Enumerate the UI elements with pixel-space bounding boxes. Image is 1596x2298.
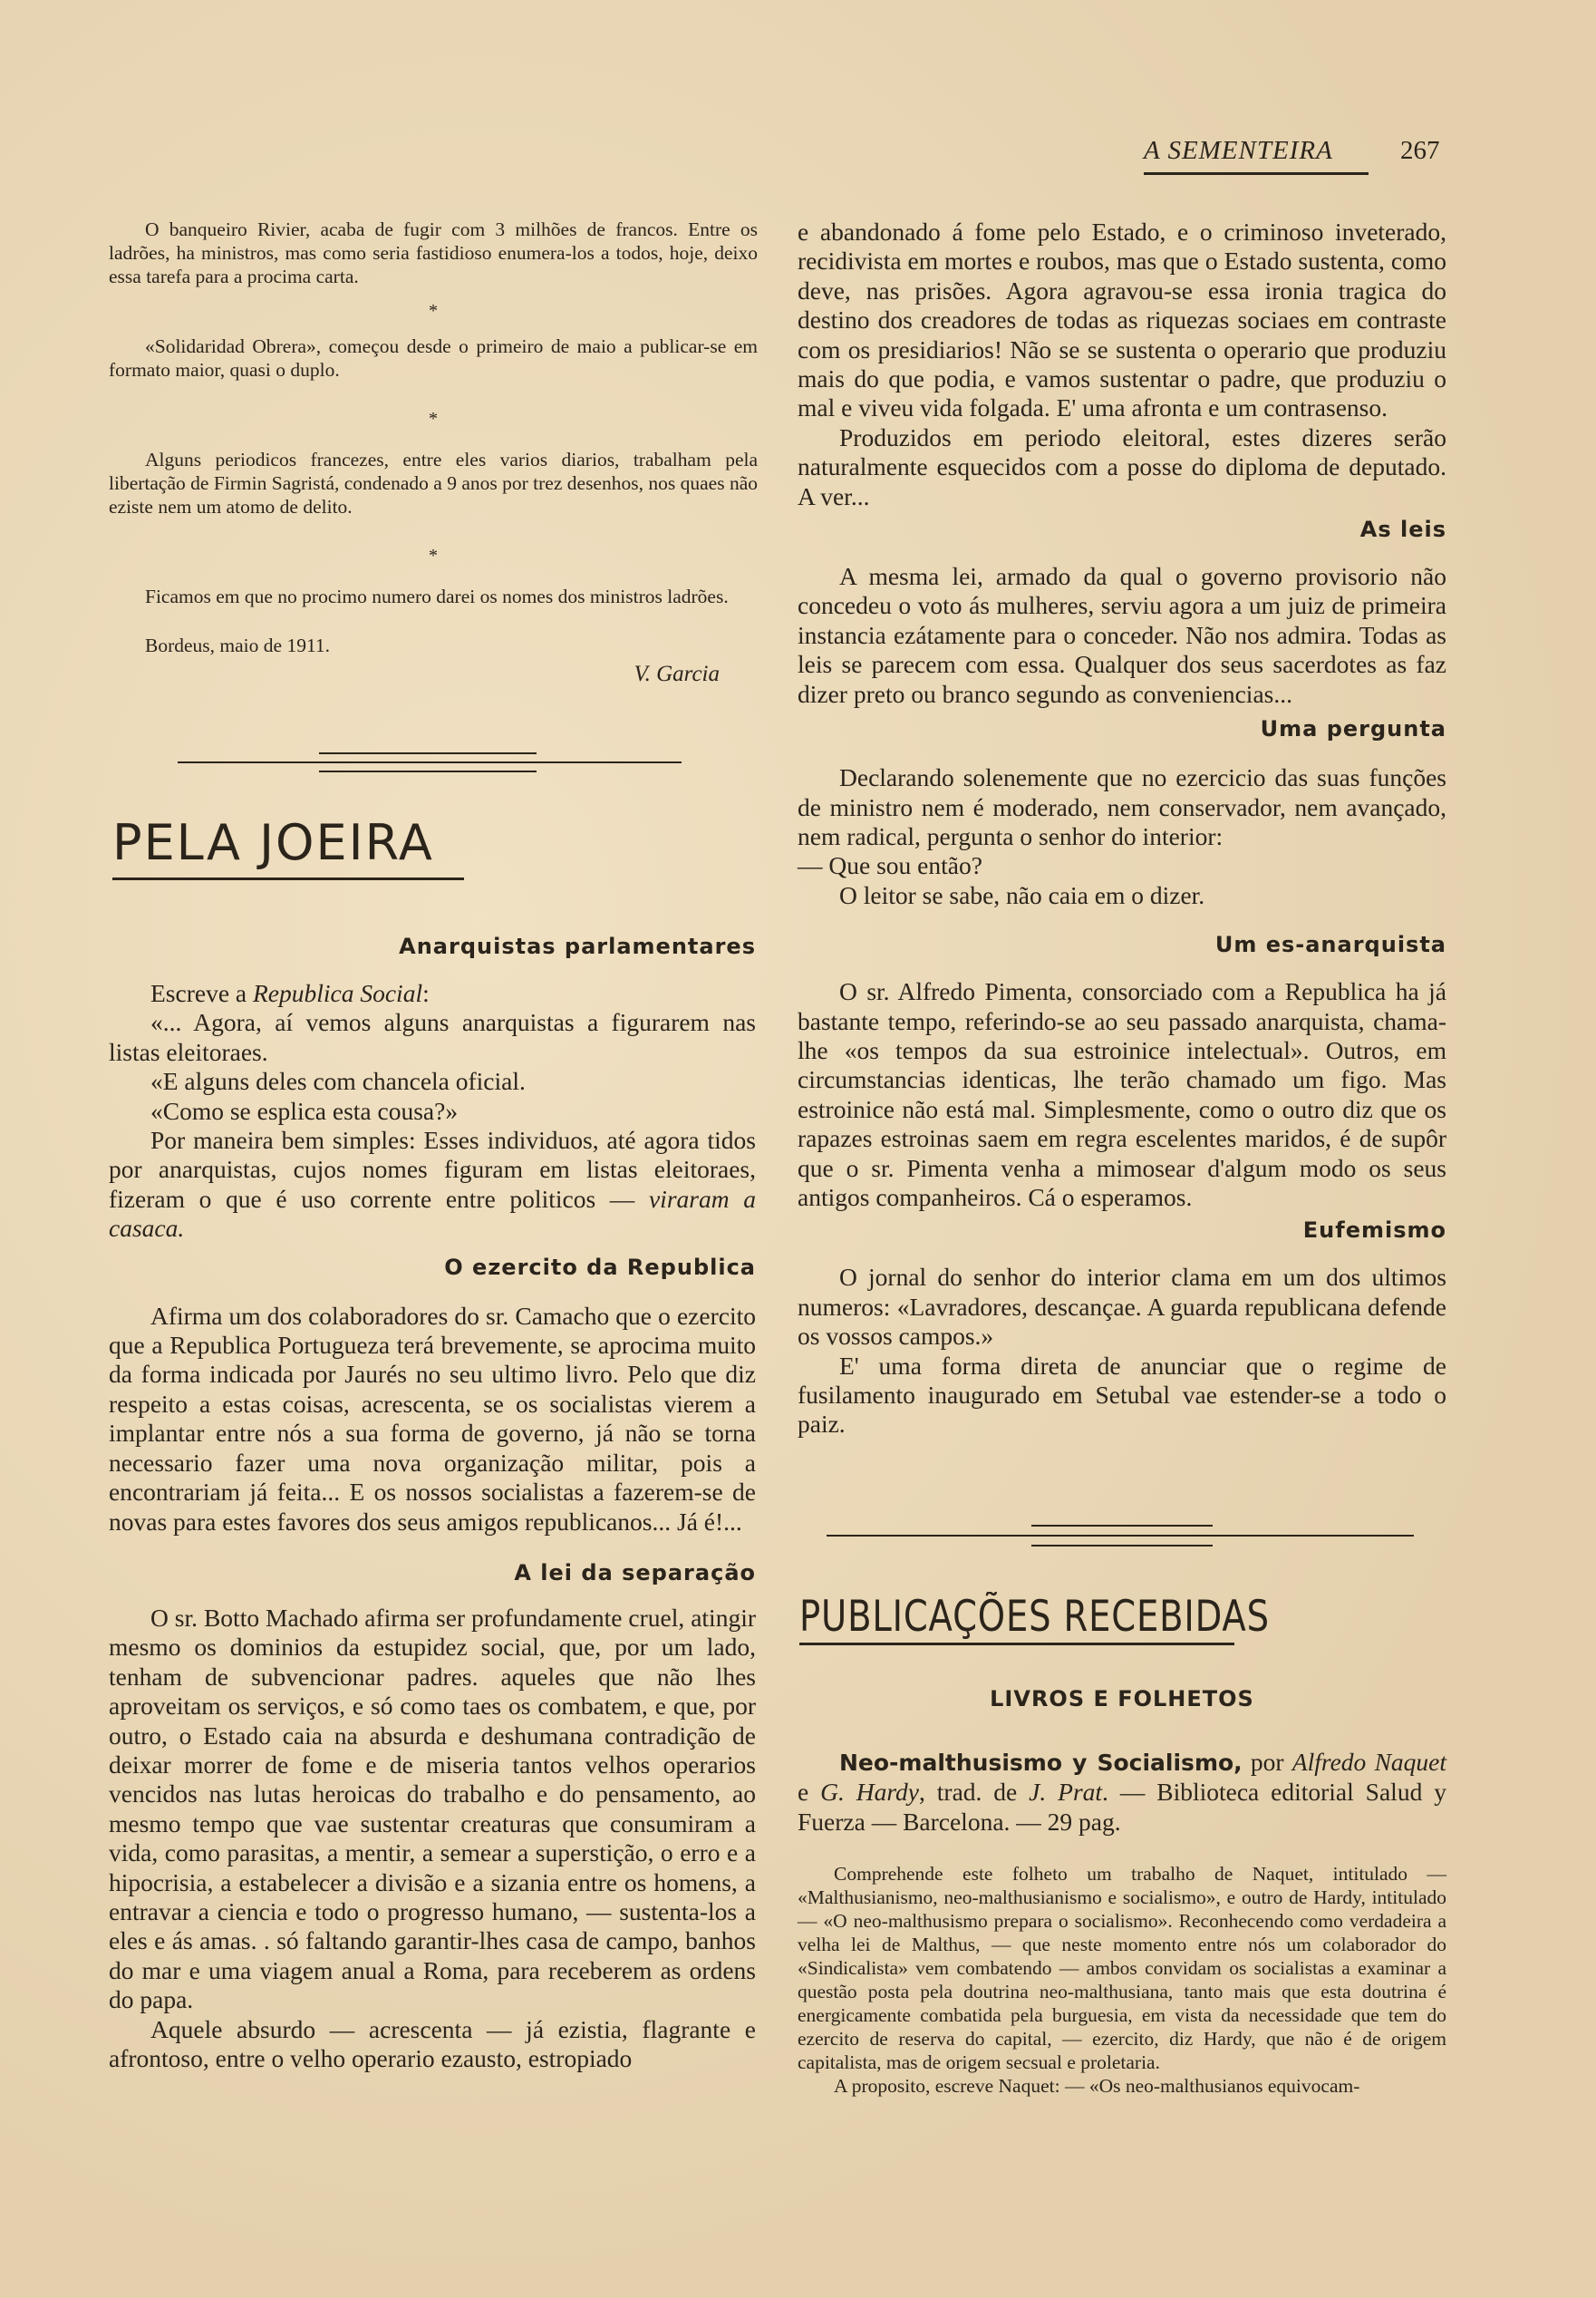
paragraph: «... Agora, aí vemos alguns anarquistas a figurarem nas listas eleitoraes. (109, 1008, 756, 1066)
publications-title: PUBLICAÇÕES RECEBIDAS (799, 1592, 1270, 1642)
journal-title: A SEMENTEIRA (1144, 136, 1333, 165)
subsection-heading: Um es-anarquista (1214, 932, 1446, 958)
publications-title-underline (799, 1643, 1234, 1645)
news-item: «Solidaridad Obrera», começou desde o primeiro de maio a publicar-se em formato maior, quasi o duplo. (109, 335, 758, 381)
publications-title-block (799, 1592, 1434, 1642)
pela-joeira-left (109, 934, 756, 2073)
section-title-block (112, 814, 434, 871)
paragraph: «E alguns deles com chancela oficial. (150, 1067, 526, 1096)
book-entry: Neo-malthusismo y Socialismo, por Alfredo Naquet e G. Hardy, trad. de J. Prat. — Biblioteca editorial Salud y Fuerza — Barcelona. — 29 pag. (798, 1748, 1447, 1836)
news-item: Ficamos em que no procimo numero darei os nomes dos ministros ladrões. (145, 586, 729, 607)
divider-rule (178, 761, 682, 763)
header-underline (1144, 172, 1369, 175)
place-date: Bordeus, maio de 1911. (145, 635, 331, 656)
paragraph: E' uma forma direta de anunciar que o regime de fusilamento inaugurado em Setubal vae estender-se a todo o paiz. (798, 1351, 1446, 1439)
divider-rule (1031, 1525, 1213, 1527)
subsection-heading: As leis (1359, 517, 1446, 543)
paragraph: — Que sou então? (798, 851, 982, 880)
paragraph: O leitor se sabe, não caia em o dizer. (839, 880, 1205, 909)
paragraph: O sr. Botto Machado afirma ser profundamente cruel, atingir mesmo os dominios da estupidez social, que, por um lado, tenham de subvencionar padres. aqueles que não lhes aproveitam os serviços, e só como taes os combatem, e que, por outro, o Estado caia na absurda e deshumana contradição de deixar morrer de fome e de miseria tantos velhos operarios vencidos nas lutas heroicas do trabalho e do pensamento, ao mesmo tempo que vae sustentar creaturas que consumiram a vida, como parasitas, a mentir, a semear a superstição, o erro e a hipocrisia, a estabelecer a divisão e a sizania entre os homens, a entravar a ciencia e todo o progresso humano, — sustenta-los a eles e ás amas. . só faltando garantir-lhes casa de campo, banhos do mar e uma viagem anual a Roma, para receberem as ordens do papa. (109, 1603, 756, 2014)
subsection-heading: Eufemismo (1302, 1217, 1446, 1244)
book-review: A proposito, escreve Naquet: — «Os neo-malthusianos equivocam- (834, 2075, 1360, 2098)
book-review: Comprehende este folheto um trabalho de Naquet, intitulado — «Malthusianismo, neo-malthusianismo e socialismo», e outro de Hardy, intitulado — «O neo-malthusismo prepara o socialismo». Reconhecendo como verdadeira a velha lei de Malthus, — que neste momento entre nós um colaborador do «Sindicalista» vem combatendo — ambos convidam os socialistas a examinar a questão posta pela doutrina neo-malthusiana, tanto mais que esta doutrina é energicamente combatida pela burguesia, em vista da necessidade que tem do ezercito de reserva do capital, — ezercito, diz Hardy, que não é de origem capitalista, mas de origem secsual e proletaria. (798, 1863, 1446, 2074)
publications-block (798, 1686, 1446, 2098)
paragraph: Escreve a Republica Social: (150, 979, 430, 1007)
divider-rule (319, 752, 537, 754)
subsection-heading: Uma pergunta (1260, 716, 1446, 742)
paragraph: Por maneira bem simples: Esses individuos, até agora tidos por anarquistas, cujos nomes figuram em listas eleitoraes, fizeram o que é uso corrente entre politicos — viraram a casaca. (109, 1126, 756, 1243)
page-number: 267 (1400, 136, 1440, 165)
divider-rule (827, 1535, 1414, 1537)
divider-rule (1031, 1545, 1213, 1547)
subsection-heading: Anarquistas parlamentares (399, 934, 756, 959)
paragraph: A mesma lei, armado da qual o governo provisorio não concedeu o voto ás mulheres, serviu agora a um juiz de primeira instancia ezátamente para o conceder. Não nos admira. Todas as leis se parecem com essa. Qualquer dos seus sacerdotes as faz dizer preto ou branco segundo as conveniencias... (798, 562, 1446, 708)
news-item: Alguns periodicos francezes, entre eles varios diarios, trabalham pela libertação de Firmin Sagristá, condenado a 9 anos por trez desenhos, nos quaes não eziste nem um atomo de delito. (109, 449, 758, 518)
paragraph: Afirma um dos colaboradores do sr. Camacho que o ezercito que a Republica Portugueza terá brevemente, se aprocima muito da forma indicada por Jaurés no seu ultimo livro. Pelo que diz respeito a estas coisas, acrescenta, se os socialistas vierem a implantar entre nós a sua forma de governo, já não se torna necessario fazer uma nova organização militar, pois a encontrariam já feita... E os nossos socialistas a fazerem-se de novas para estes favores dos seus amigos republicanos... Já é!... (109, 1301, 756, 1536)
publications-subtitle: LIVROS E FOLHETOS (990, 1686, 1254, 1711)
section-title: PELA JOEIRA (112, 814, 434, 871)
paragraph: e abandonado á fome pelo Estado, e o criminoso inveterado, recidivista em mortes e roubos, mas que o Estado sustenta, como deve, nas prisões. Agora agravou-se essa ironia tragica do destino dos creadores de todas as riquezas sociaes em contraste com os presidiarios! Não se se sustenta o operario que produziu mais do que podia, e vamos sustentar o padre, que produziu o mal e viveu vida folgada. E' uma afronta e um contrasenso. (798, 218, 1446, 422)
subsection-heading: O ezercito da Republica (444, 1254, 756, 1280)
paragraph: Aquele absurdo — acrescenta — já ezistia, flagrante e afrontoso, entre o velho operario ezausto, estropiado (109, 2014, 756, 2072)
news-item: O banqueiro Rivier, acaba de fugir com 3 milhões de francos. Entre os ladrões, ha ministros, mas como seria fastidioso enumera-los a todos, hoje, deixo essa tarefa para a procima carta. (109, 218, 758, 287)
separator-star: * (429, 301, 438, 321)
paragraph: Produzidos em periodo eleitoral, estes dizeres serão naturalmente esquecidos com a posse do diploma de deputado. A ver... (798, 422, 1446, 510)
divider-rule (319, 771, 537, 772)
news-brief-block (109, 218, 758, 686)
separator-star: * (429, 546, 438, 566)
paragraph: O jornal do senhor do interior clama em um dos ultimos numeros: «Lavradores, descançae. A guarda republicana defende os vossos campos.» (798, 1263, 1446, 1351)
paragraph: Declarando solenemente que no ezercicio das suas funções de ministro nem é moderado, nem conservador, nem avançado, nem radical, pergunta o senhor do interior: (798, 763, 1446, 850)
signature: V. Garcia (634, 662, 720, 686)
separator-star: * (429, 409, 438, 429)
paragraph: «Como se esplica esta cousa?» (150, 1096, 459, 1125)
section-title-underline (112, 878, 464, 880)
subsection-heading: A lei da separação (514, 1559, 756, 1585)
right-column (798, 218, 1446, 1440)
paragraph: O sr. Alfredo Pimenta, consorciado com a Republica ha já bastante tempo, referindo-se ao seu passado anarquista, chama-lhe «os tempos da sua estroinice intelectual». Outros, em circumstancias identicas, lhe terão chamado um figo. Mas estroinice não está mal. Simplesmente, como o outro diz que os rapazes estroinas saem em regra escelentes maridos, é de supôr que o sr. Pimenta venha a mimosear d'algum modo os seus antigos companheiros. Cá o esperamos. (798, 977, 1446, 1211)
